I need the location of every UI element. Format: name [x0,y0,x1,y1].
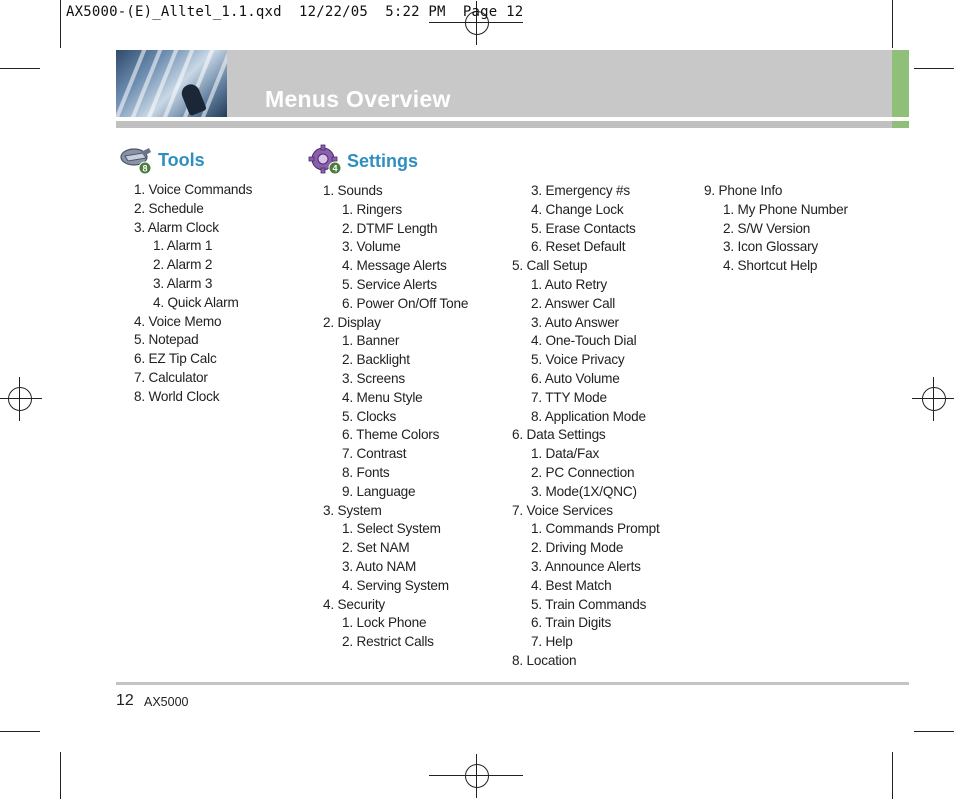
menu-item: 4. Serving System [342,577,449,593]
menu-item: 5. Notepad [134,332,199,348]
menu-item: 1. My Phone Number [723,201,848,217]
page-number: 12 [116,692,134,709]
menu-item: 2. Set NAM [342,540,410,556]
registration-mark [0,377,42,421]
menu-item: 3. Auto Answer [531,314,619,330]
menu-item: 3. Announce Alerts [531,558,641,574]
menu-item: 9. Language [342,483,416,499]
menu-item: 6. Reset Default [531,239,626,255]
menu-item: 7. Help [531,634,573,650]
menu-item: 4. Shortcut Help [723,258,818,274]
registration-mark [455,754,499,798]
settings-menu-column-1 [323,182,468,652]
menu-item: 4. Menu Style [342,389,423,405]
menu-item: 6. Theme Colors [342,427,440,443]
crop-mark [914,731,954,732]
menu-item: 7. Calculator [134,369,208,385]
menu-item: 4. Quick Alarm [153,294,239,310]
menu-item: 3. Alarm 3 [153,275,213,291]
registration-mark [912,377,954,421]
menu-item: 5. Clocks [342,408,397,424]
menu-item: 1. Data/Fax [531,446,600,462]
menu-item: 6. Auto Volume [531,370,620,386]
menu-item: 4. Change Lock [531,201,624,217]
menu-item: 2. PC Connection [531,464,635,480]
menu-item: 1. Ringers [342,201,402,217]
menu-item: 1. Sounds [323,183,383,198]
menu-item: 1. Alarm 1 [153,238,213,254]
menu-item: 4. Voice Memo [134,313,222,329]
menu-item: 1. Commands Prompt [531,521,660,537]
menu-item: 2. Display [323,314,381,330]
crop-mark [0,68,40,69]
menu-item: 2. Schedule [134,200,204,216]
crop-mark [914,68,954,69]
menu-item: 8. Application Mode [531,408,646,424]
menu-item: 7. Voice Services [512,502,613,518]
menu-item: 3. Volume [342,239,401,255]
menu-item: 6. Train Digits [531,615,612,631]
crop-mark [0,731,40,732]
menu-item: 2. Restrict Calls [342,634,434,650]
menu-item: 5. Voice Privacy [531,352,625,368]
menu-item: 5. Service Alerts [342,276,437,292]
menu-item: 1. Voice Commands [134,182,253,197]
menu-item: 2. S/W Version [723,220,811,236]
menu-item: 1. Banner [342,333,400,349]
footer-rule [116,682,909,685]
menu-item: 1. Select System [342,521,441,537]
menu-item: 5. Train Commands [531,596,647,612]
menu-item: 6. Data Settings [512,427,606,443]
settings-menu-column-3 [704,182,848,276]
menu-item: 2. Driving Mode [531,540,624,556]
menu-item: 4. Security [323,596,386,612]
menu-item: 7. TTY Mode [531,389,607,405]
menu-item: 2. Alarm 2 [153,257,213,273]
menu-item: 8. Location [512,652,577,668]
menu-item: 3. Auto NAM [342,558,417,574]
crop-mark [60,752,61,799]
menu-item: 4. One-Touch Dial [531,333,637,349]
menu-item: 2. Backlight [342,352,410,368]
menu-item: 7. Contrast [342,446,407,462]
tools-icon [119,144,155,176]
menu-item: 5. Call Setup [512,258,588,274]
menu-item: 1. Auto Retry [531,276,607,292]
menu-item: 4. Best Match [531,577,612,593]
menu-item: 1. Lock Phone [342,615,427,631]
crop-mark [60,0,61,48]
settings-menu-column-2 [512,182,660,671]
menu-item: 4. Message Alerts [342,258,447,274]
tools-badge: 8 [142,163,148,174]
menu-item: 3. Screens [342,370,405,386]
menu-item: 3. Mode(1X/QNC) [531,483,637,499]
menu-item: 3. Icon Glossary [723,239,819,255]
menu-item: 3. Alarm Clock [134,219,219,235]
menu-item: 2. DTMF Length [342,220,438,236]
header-band [116,50,909,117]
print-slug: AX5000-(E)_Alltel_1.1.qxd 12/22/05 5:22 PM Page 12 [66,4,524,20]
crop-mark [892,0,893,48]
settings-heading: Settings [347,151,419,171]
model-name: AX5000 [144,695,189,709]
tools-heading: Tools [158,150,205,170]
header-rule-accent [892,121,909,128]
menu-item: 2. Answer Call [531,295,616,311]
header-rule [116,121,892,128]
menu-item: 8. World Clock [134,388,220,404]
menu-item: 9. Phone Info [704,183,783,198]
header-photo [116,50,227,117]
menu-item: 3. Emergency #s [531,183,630,198]
settings-gear-icon [307,144,345,176]
menu-item: 6. EZ Tip Calc [134,351,217,367]
page-title: Menus Overview [265,86,451,112]
menu-item: 3. System [323,502,382,518]
header-accent [892,50,909,117]
menu-item: 8. Fonts [342,464,390,480]
menu-item: 6. Power On/Off Tone [342,295,469,311]
menu-item: 5. Erase Contacts [531,220,636,236]
settings-badge: 4 [332,163,338,174]
tools-menu-list [134,181,252,407]
crop-mark [892,752,893,799]
